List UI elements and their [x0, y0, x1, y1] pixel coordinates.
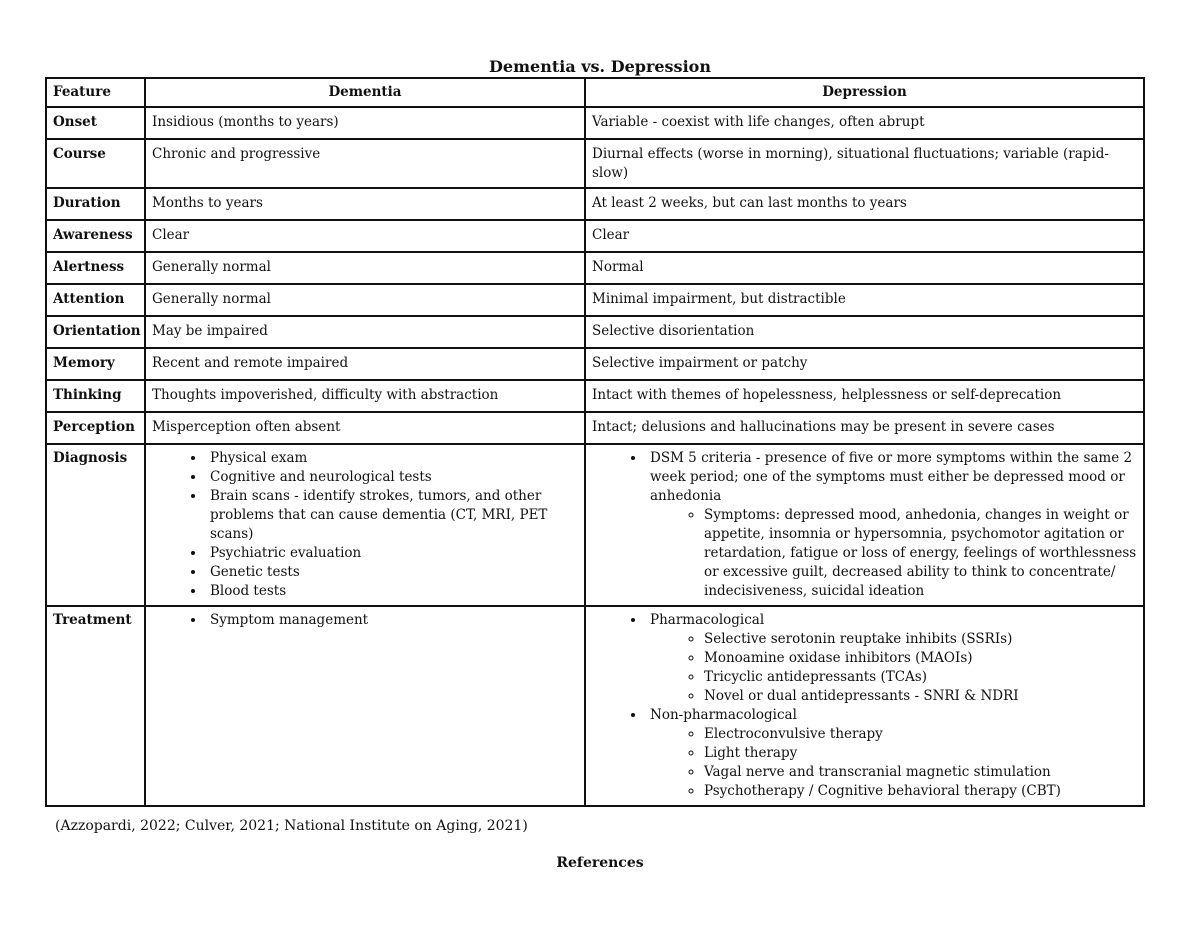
sub-list-item: ◦ Selective serotonin reuptake inhibits (SSRIs) [704, 630, 1137, 649]
sub-list [650, 725, 1137, 801]
row-dementia: Misperception often absent [145, 412, 585, 444]
citation: (Azzopardi, 2022; Culver, 2021; National Institute on Aging, 2021) [55, 818, 528, 834]
row-feature: Attention [46, 284, 145, 316]
diagnosis-depression-list [592, 449, 1137, 601]
row-feature: Awareness [46, 220, 145, 252]
row-dementia: Clear [145, 220, 585, 252]
row-depression: Variable - coexist with life changes, often abrupt [585, 107, 1144, 139]
table-row [46, 139, 1144, 188]
row-feature: Onset [46, 107, 145, 139]
row-dementia: Insidious (months to years) [145, 107, 585, 139]
row-depression: Diurnal effects (worse in morning), situational fluctuations; variable (rapid-slow) [585, 139, 1144, 188]
sub-list-item: ◦ Electroconvulsive therapy [704, 725, 1137, 744]
list-item [646, 611, 1137, 706]
sub-list [650, 630, 1137, 706]
list-item: • Blood tests [206, 582, 578, 601]
sub-list-item: ◦ Novel or dual antidepressants - SNRI & NDRI [704, 687, 1137, 706]
list-item [646, 706, 1137, 801]
row-feature: Alertness [46, 252, 145, 284]
row-depression [585, 606, 1144, 806]
diagnosis-dementia-list [152, 449, 578, 601]
list-item-text: Pharmacological [650, 612, 765, 628]
row-feature: Treatment [46, 606, 145, 806]
sub-list-item: ◦ Light therapy [704, 744, 1137, 763]
row-depression: Minimal impairment, but distractible [585, 284, 1144, 316]
row-feature: Perception [46, 412, 145, 444]
diagnosis-row [46, 444, 1144, 606]
header-feature: Feature [46, 78, 145, 107]
list-item: • Symptom management [206, 611, 578, 630]
list-item: • Genetic tests [206, 563, 578, 582]
sub-list-item: ◦ Vagal nerve and transcranial magnetic stimulation [704, 763, 1137, 782]
list-item [646, 449, 1137, 601]
table-row [46, 348, 1144, 380]
document-title: Dementia vs. Depression [489, 57, 711, 76]
row-depression: Clear [585, 220, 1144, 252]
treatment-depression-list [592, 611, 1137, 801]
table-row [46, 284, 1144, 316]
sub-list-item: ◦ Symptoms: depressed mood, anhedonia, changes in weight or appetite, insomnia or hypersomnia, psychomotor agitation or retardation, fatigue or loss of energy, feelings of worthlessness or excessive guilt, decreased ability to think to concentrate/ indecisiveness, suicidal ideation [704, 506, 1137, 601]
row-feature: Diagnosis [46, 444, 145, 606]
table-row [46, 220, 1144, 252]
header-row [46, 78, 1144, 107]
treatment-dementia-list [152, 611, 578, 630]
row-depression: Normal [585, 252, 1144, 284]
sub-list-item: ◦ Tricyclic antidepressants (TCAs) [704, 668, 1137, 687]
references-heading: References [556, 855, 644, 871]
row-depression [585, 444, 1144, 606]
sub-list-item: ◦ Psychotherapy / Cognitive behavioral therapy (CBT) [704, 782, 1137, 801]
header-depression: Depression [585, 78, 1144, 107]
comparison-table [45, 77, 1145, 807]
sub-list-item: ◦ Monoamine oxidase inhibitors (MAOIs) [704, 649, 1137, 668]
row-feature: Orientation [46, 316, 145, 348]
list-item-text: DSM 5 criteria - presence of five or more symptoms within the same 2 week period; one of the symptoms must either be depressed mood or anhedonia [650, 450, 1133, 504]
row-dementia: Chronic and progressive [145, 139, 585, 188]
row-dementia [145, 606, 585, 806]
row-dementia: May be impaired [145, 316, 585, 348]
table-row [46, 412, 1144, 444]
row-feature: Duration [46, 188, 145, 220]
table-row [46, 188, 1144, 220]
row-dementia: Generally normal [145, 252, 585, 284]
row-depression: Intact with themes of hopelessness, helplessness or self-deprecation [585, 380, 1144, 412]
row-feature: Thinking [46, 380, 145, 412]
row-depression: Intact; delusions and hallucinations may be present in severe cases [585, 412, 1144, 444]
row-dementia: Recent and remote impaired [145, 348, 585, 380]
row-dementia: Thoughts impoverished, difficulty with abstraction [145, 380, 585, 412]
list-item: • Cognitive and neurological tests [206, 468, 578, 487]
list-item: • Physical exam [206, 449, 578, 468]
row-depression: At least 2 weeks, but can last months to years [585, 188, 1144, 220]
row-depression: Selective disorientation [585, 316, 1144, 348]
table-row [46, 107, 1144, 139]
header-dementia: Dementia [145, 78, 585, 107]
row-dementia [145, 444, 585, 606]
list-item-text: Non-pharmacological [650, 707, 797, 723]
treatment-row [46, 606, 1144, 806]
table-row [46, 316, 1144, 348]
table-row [46, 252, 1144, 284]
row-dementia: Months to years [145, 188, 585, 220]
row-feature: Course [46, 139, 145, 188]
list-item: • Brain scans - identify strokes, tumors, and other problems that can cause dementia (CT, MRI, PET scans) [206, 487, 578, 544]
list-item: • Psychiatric evaluation [206, 544, 578, 563]
row-depression: Selective impairment or patchy [585, 348, 1144, 380]
sub-list [650, 506, 1137, 601]
row-dementia: Generally normal [145, 284, 585, 316]
table-row [46, 380, 1144, 412]
row-feature: Memory [46, 348, 145, 380]
